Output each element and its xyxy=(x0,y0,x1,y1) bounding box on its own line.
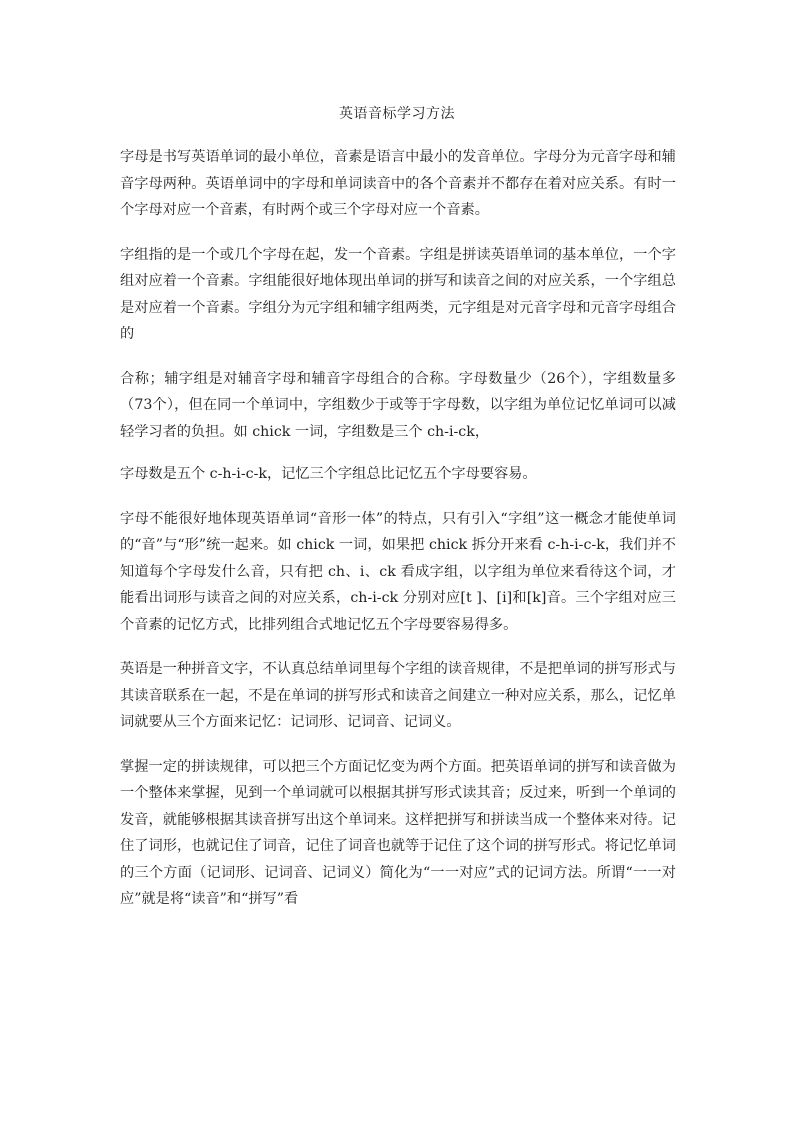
document-title: 英语音标学习方法 xyxy=(339,106,455,122)
paragraph-chick-letters: 字母数是五个 c-h-i-c-k，记忆三个字组总比记忆五个字母要容易。 xyxy=(120,466,537,482)
document-body xyxy=(120,144,676,931)
paragraph-letter-groups: 字组指的是一个或几个字母在起，发一个音素。字组是拼读英语单词的基本单位，一个字组对应着一个音素。字组能很好地体现出单词的拼写和读音之间的对应关系，一个字组总是对应着一个音素。字组分为元字组和辅字组两类，元字组是对元音字母和元音字母组合的 xyxy=(120,246,676,342)
paragraph-sound-form-unity: 字母不能很好地体现英语单词“音形一体”的特点，只有引入“字组”这一概念才能使单词的“音”与“形”统一起来。如 chick 一词，如果把 chick 拆分开来看 c-h-i-c-k，我们并不知道每个字母发什么音，只有把 ch、i、ck 看成字组，以字组为单位来看待这个词，才能看出词形与读音之间的对应关系，ch-i-ck 分别对应[t ]、[i]和[k]音。三个字组对应三个音素的记忆方式，比排列组合式地记忆五个字母要容易得多。 xyxy=(120,510,676,633)
paragraph-group-counts: 合称；辅字组是对辅音字母和辅音字母组合的合称。字母数量少（26个），字组数量多（73个），但在同一个单词中，字组数少于或等于字母数，以字组为单位记忆单词可以减轻学习者的负担。如 chick 一词，字组数是三个 ch-i-ck， xyxy=(120,370,676,440)
paragraph-spelling-rules: 掌握一定的拼读规律，可以把三个方面记忆变为两个方面。把英语单词的拼写和读音做为一个整体来掌握，见到一个单词就可以根据其拼写形式读其音；反过来，听到一个单词的发音，就能够根据其读音拼写出这个单词来。这样把拼写和拼读当成一个整体来对待。记住了词形，也就记住了词音，记住了词音也就等于记住了这个词的拼写形式。将记忆单词的三个方面（记词形、记词音、记词义）简化为“一一对应”式的记词方法。所谓“一一对应”就是将“读音”和“拼写”看 xyxy=(120,758,676,907)
paragraph-phonetic-writing: 英语是一种拼音文字，不认真总结单词里每个字组的读音规律，不是把单词的拼写形式与其读音联系在一起，不是在单词的拼写形式和读音之间建立一种对应关系，那么，记忆单词就要从三个方面来记忆：记词形、记词音、记词义。 xyxy=(120,661,676,730)
paragraph-letters-phonemes: 字母是书写英语单词的最小单位，音素是语言中最小的发音单位。字母分为元音字母和辅音字母两种。英语单词中的字母和单词读音中的各个音素并不都存在着对应关系。有时一个字母对应一个音素，有时两个或三个字母对应一个音素。 xyxy=(120,149,676,218)
